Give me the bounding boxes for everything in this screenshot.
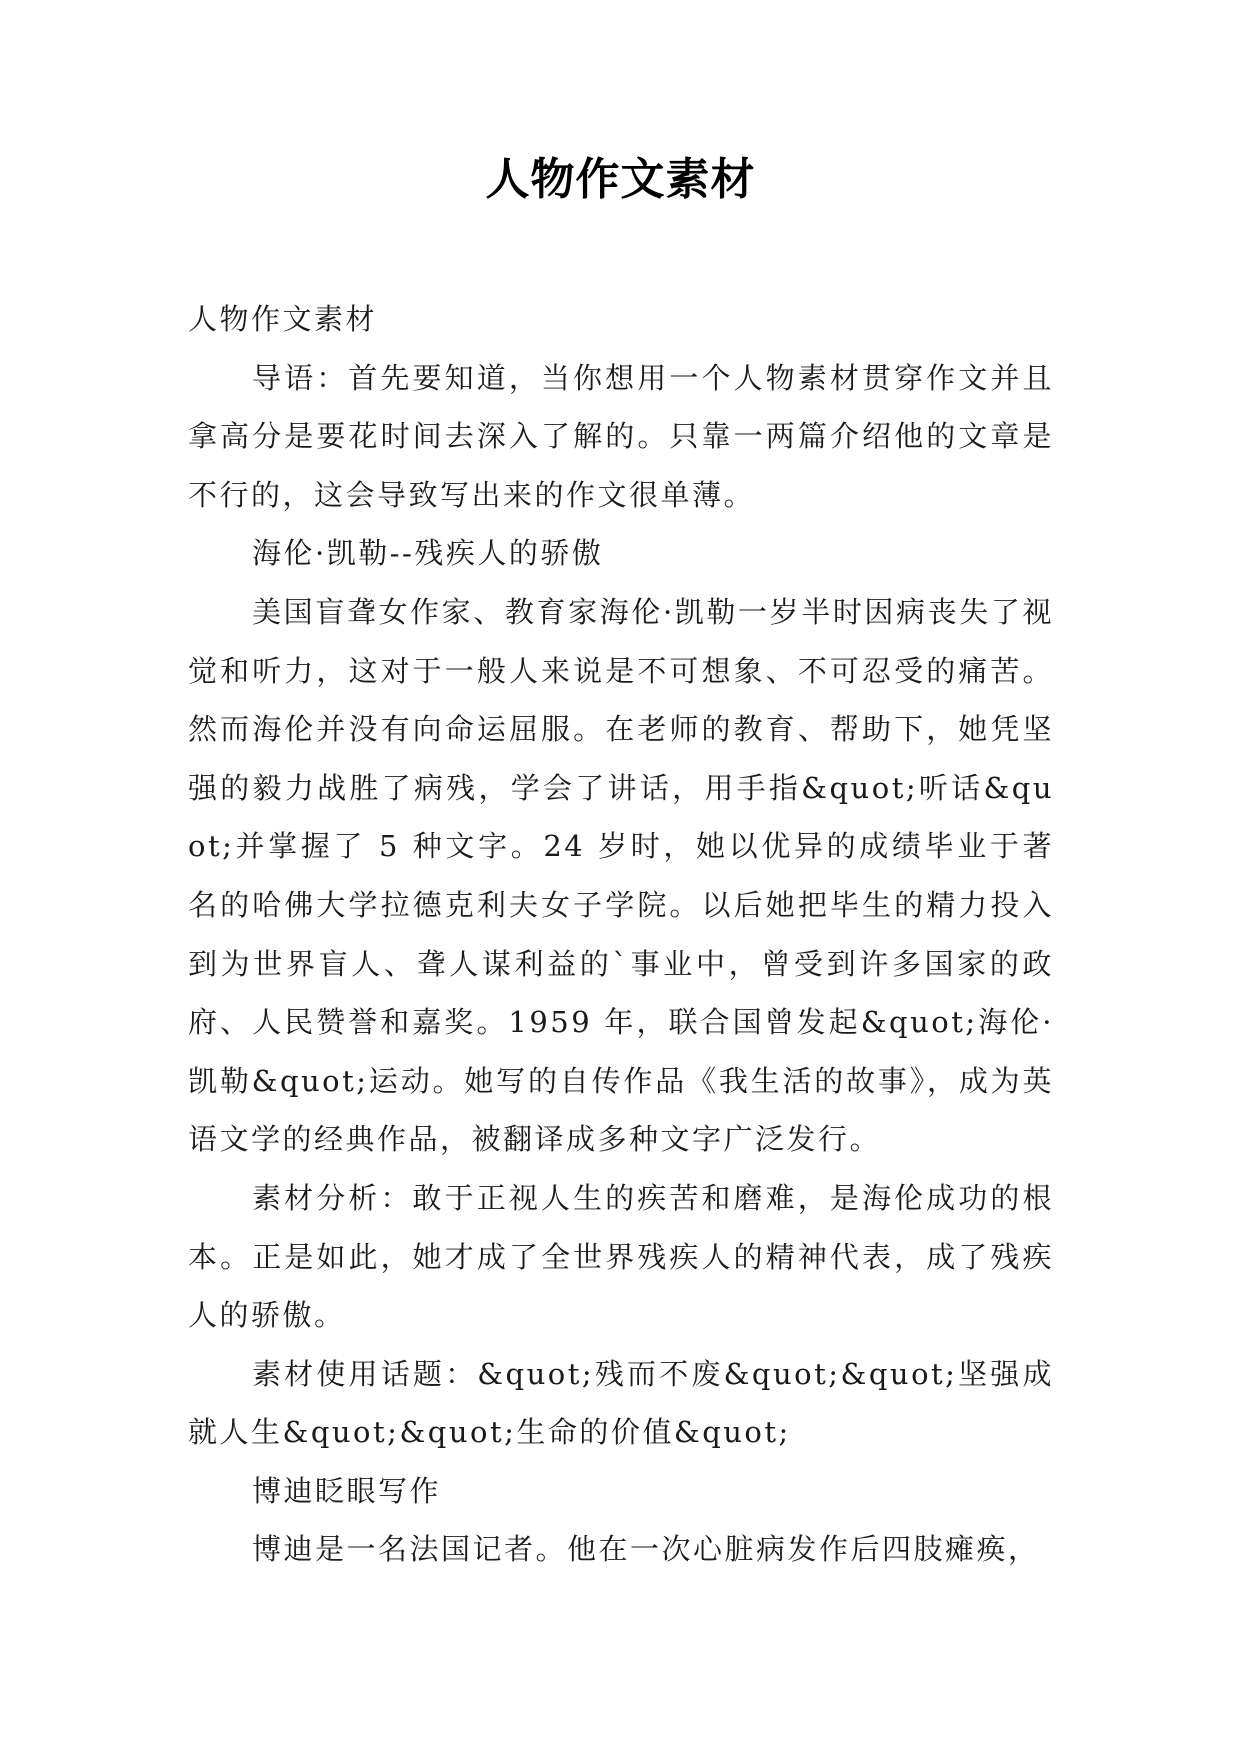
paragraph-intro: 导语：首先要知道，当你想用一个人物素材贯穿作文并且拿高分是要花时间去深入了解的。只靠一两篇介绍他的文章是不行的，这会导致写出来的作文很单薄。 — [188, 360, 1054, 512]
document-title: 人物作文素材 — [485, 154, 756, 205]
document-body — [188, 290, 1054, 1579]
paragraph-material-analysis: 素材分析：敢于正视人生的疾苦和磨难，是海伦成功的根本。正是如此，她才成了全世界残疾人的精神代表，成了残疾人的骄傲。 — [188, 1180, 1054, 1333]
paragraph-helen-keller-story: 美国盲聋女作家、教育家海伦·凯勒一岁半时因病丧失了视觉和听力，这对于一般人来说是不可想象、不可忍受的痛苦。然而海伦并没有向命运屈服。在老师的教育、帮助下，她凭坚强的毅力战胜了病残，学会了讲话，用手指&quot;听话&quot;并掌握了 5 种文字。24 岁时，她以优异的成绩毕业于著名的哈佛大学拉德克利夫女子学院。以后她把毕生的精力投入到为世界盲人、聋人谋利益的`事业中，曾受到许多国家的政府、人民赞誉和嘉奖。1959 年，联合国曾发起&quot;海伦·凯勒&quot;运动。她写的自传作品《我生活的故事》，成为英语文学的经典作品，被翻译成多种文字广泛发行。 — [188, 594, 1054, 1157]
paragraph-usage-topics: 素材使用话题：&quot;残而不废&quot;&quot;坚强成就人生&quot;&quot;生命的价值&quot; — [188, 1356, 1054, 1450]
section-heading-bauby: 博迪眨眼写作 — [252, 1473, 442, 1508]
paragraph-bauby-story: 博迪是一名法国记者。他在一次心脏病发作后四肢瘫痪， — [252, 1532, 1040, 1567]
section-heading-helen-keller: 海伦·凯勒--残疾人的骄傲 — [252, 536, 604, 571]
paragraph-heading: 人物作文素材 — [188, 302, 378, 336]
